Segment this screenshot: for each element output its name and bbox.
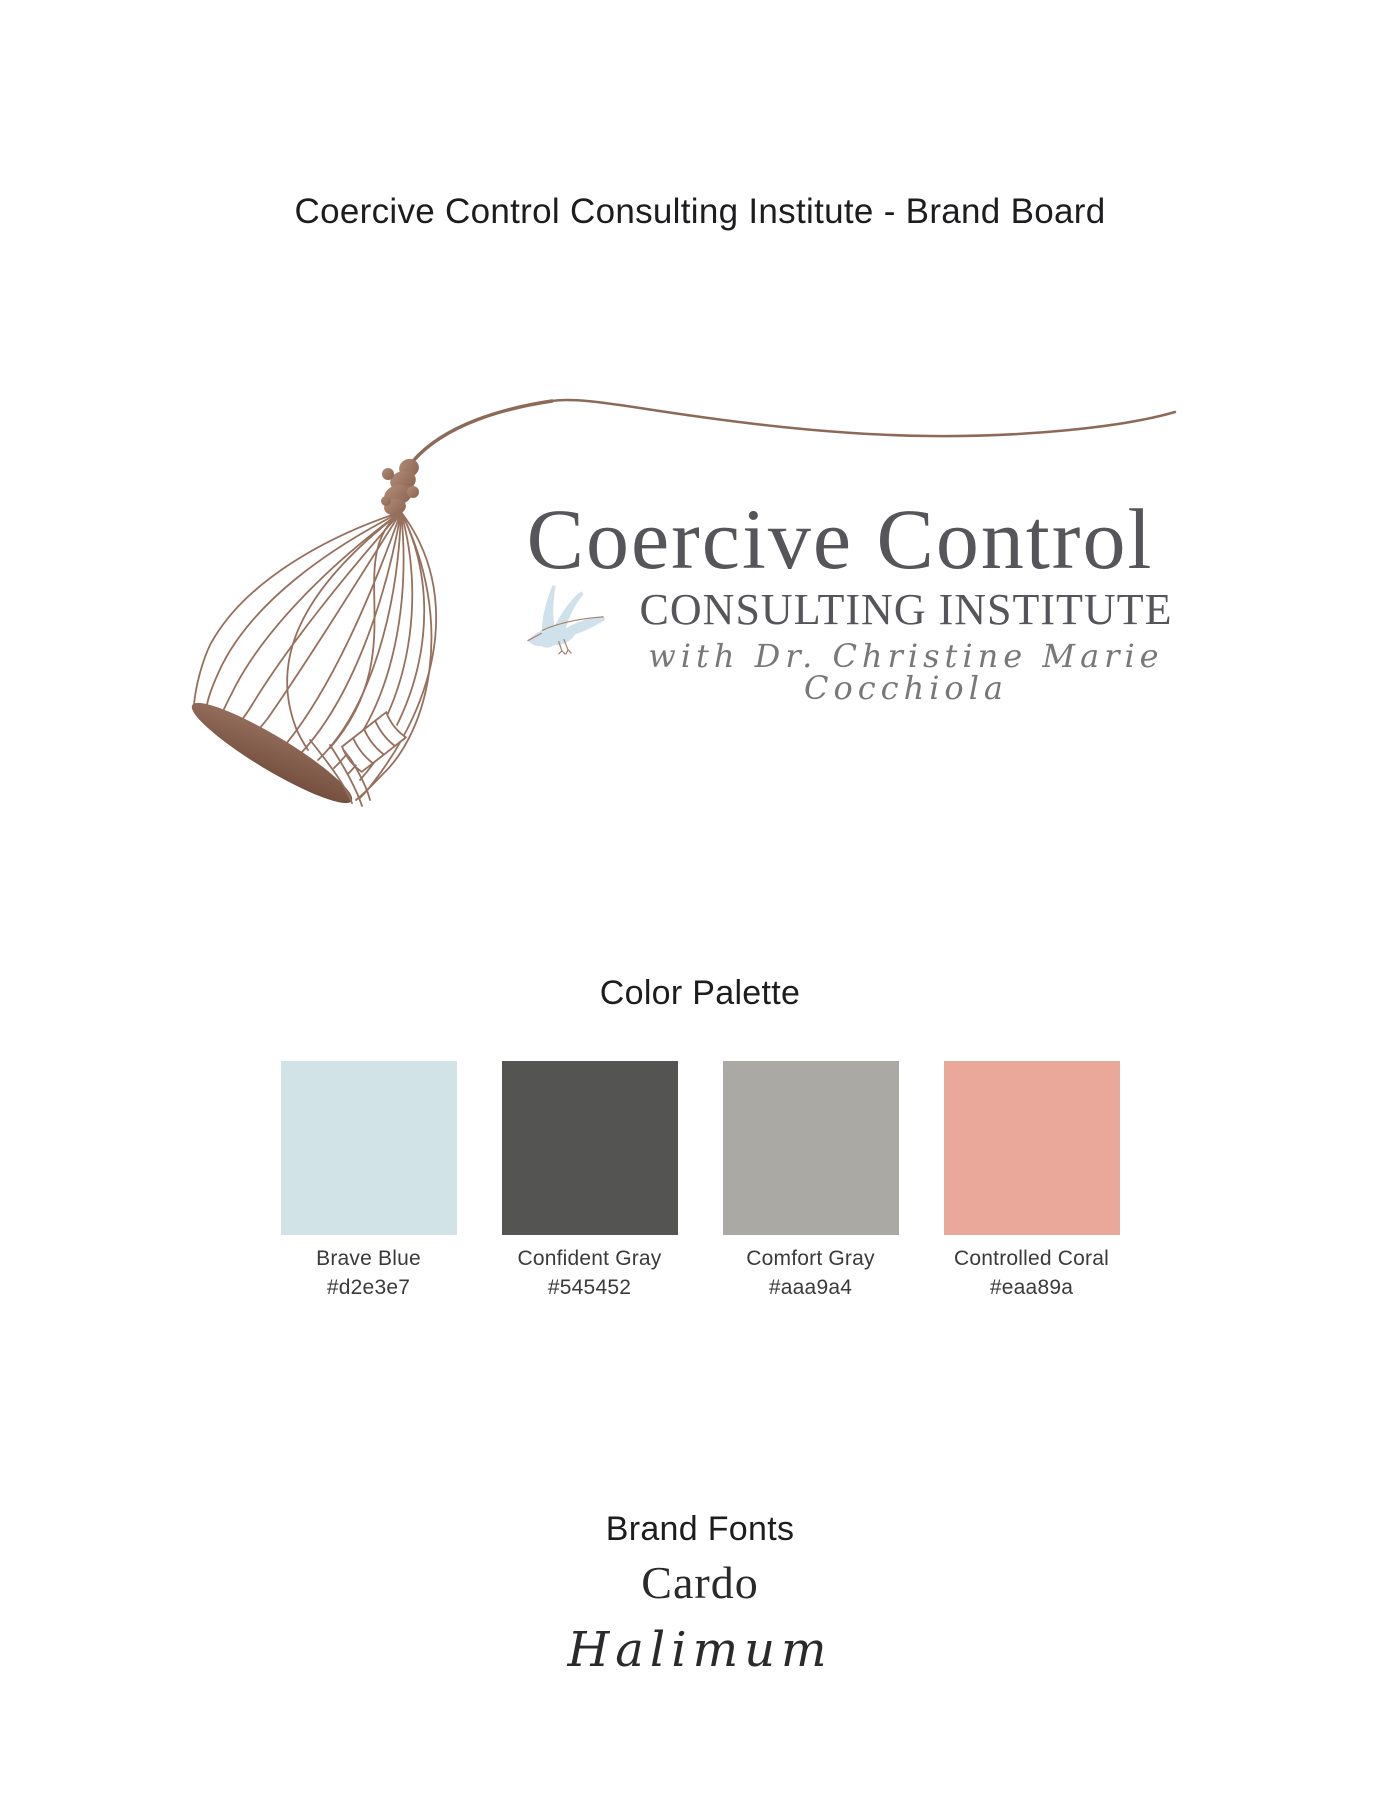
brand-font-primary: Cardo bbox=[641, 1557, 759, 1608]
brand-fonts-heading: Brand Fonts bbox=[605, 1510, 795, 1548]
color-palette-heading: Color Palette bbox=[599, 974, 801, 1012]
swatch-name: Brave Blue bbox=[316, 1247, 421, 1270]
swatch-name: Comfort Gray bbox=[746, 1247, 875, 1270]
swatch-color-block bbox=[723, 1061, 899, 1235]
page-title: Coercive Control Consulting Institute - Brand Board bbox=[294, 192, 1106, 231]
swatch-confident-gray bbox=[502, 1061, 678, 1302]
swatch-color-block bbox=[944, 1061, 1120, 1235]
logo-wordmark: Coercive Control bbox=[526, 491, 1154, 587]
swatch-brave-blue bbox=[281, 1061, 457, 1302]
birdcage-knot bbox=[381, 456, 421, 517]
swatch-hex: #aaa9a4 bbox=[768, 1276, 853, 1299]
swatch-color-block bbox=[502, 1061, 678, 1235]
brand-font-secondary: Halimum bbox=[567, 1622, 833, 1678]
swatch-name: Confident Gray bbox=[517, 1247, 662, 1270]
birdcage-icon bbox=[194, 512, 436, 800]
swatch-comfort-gray bbox=[723, 1061, 899, 1302]
hanging-wire bbox=[414, 400, 1175, 460]
logo-subtitle: CONSULTING INSTITUTE bbox=[639, 585, 1173, 634]
swatch-hex: #d2e3e7 bbox=[326, 1276, 411, 1299]
swatch-row bbox=[0, 1061, 1400, 1302]
swatch-hex: #eaa89a bbox=[989, 1276, 1074, 1299]
logo-tagline: with Dr. Christine Marie Cocchiola bbox=[648, 637, 1164, 707]
swatch-hex: #545452 bbox=[547, 1276, 632, 1299]
swatch-controlled-coral bbox=[944, 1061, 1120, 1302]
swatch-color-block bbox=[281, 1061, 457, 1235]
swatch-name: Controlled Coral bbox=[954, 1247, 1109, 1270]
